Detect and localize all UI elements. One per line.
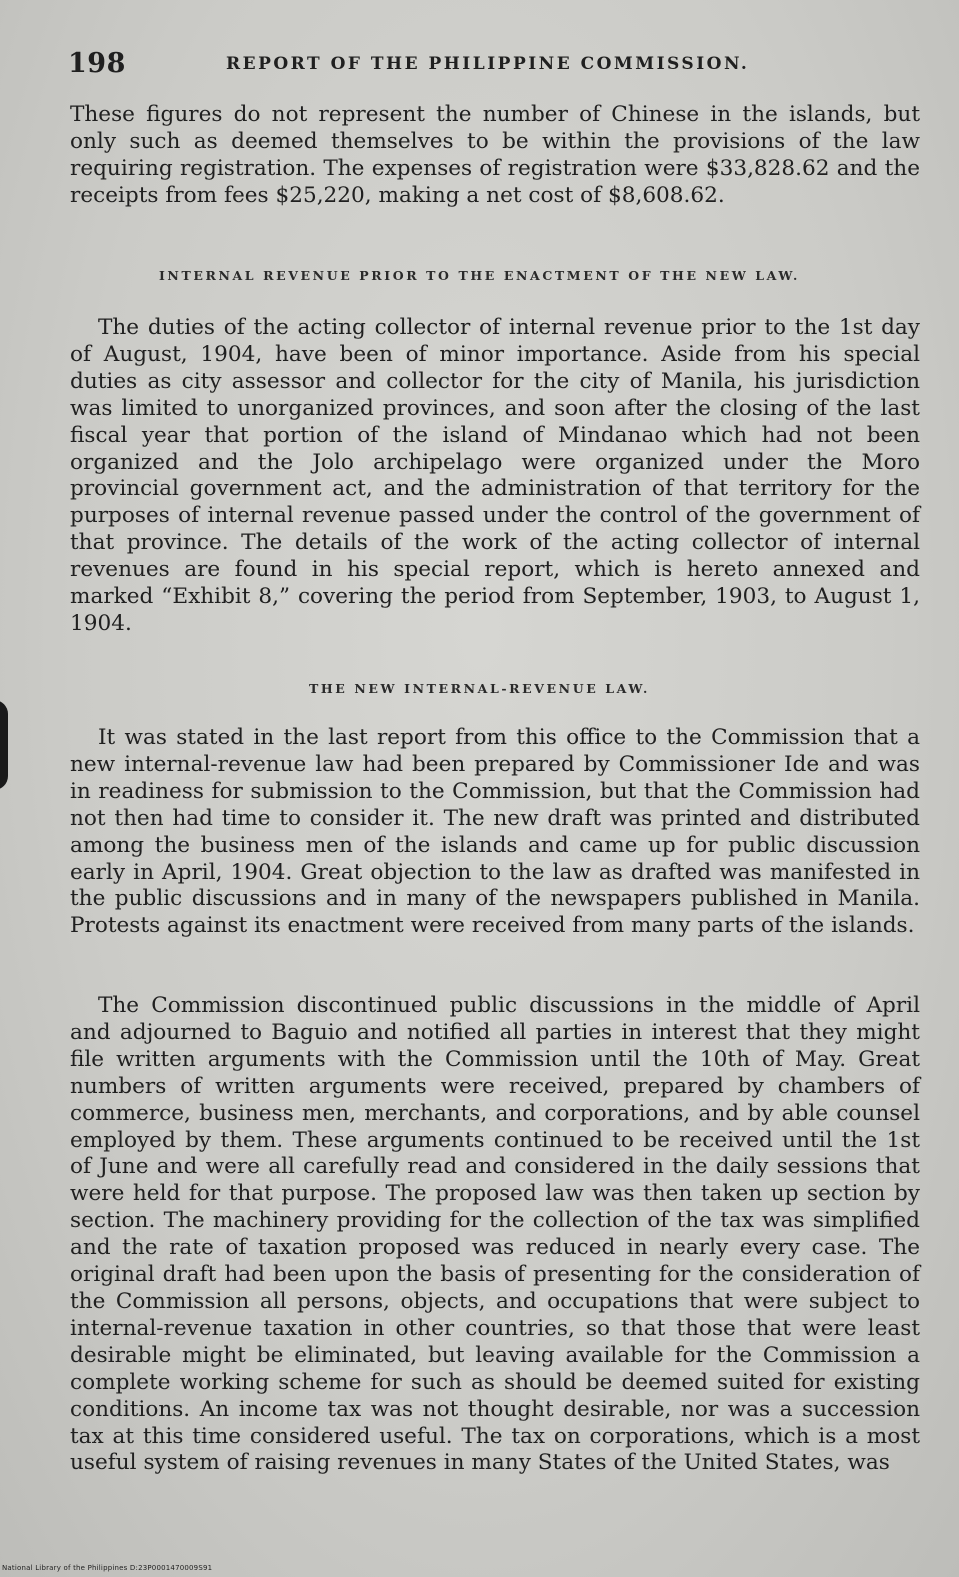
section-heading-internal-revenue-prior: INTERNAL REVENUE PRIOR TO THE ENACTMENT OF THE NEW LAW. bbox=[158, 268, 800, 283]
page-number: 198 bbox=[68, 48, 126, 79]
paragraph-commission-discussions: The Commission discontinued public discussions in the middle of April and adjourned to Baguio and notified all parties in interest that they might file written arguments with the Commission until the 10th of May. Great numbers of written arguments were received, prepared by chambers of commerce, business men, merchants, and corporations, and by able counsel employed by them. These arguments continued to be received until the 1st of June and were all carefully read and considered in the daily sessions that were held for that purpose. The proposed law was then taken up section by section. The machinery providing for the collection of the tax was simplified and the rate of taxation proposed was reduced in nearly every case. The original draft had been upon the basis of presenting for the consideration of the Commission all persons, objects, and occupations that were subject to internal-revenue taxation in other countries, so that those that were least desirable might be eliminated, but leaving available for the Commission a complete working scheme for such as should be deemed suited for existing conditions. An income tax was not thought desirable, nor was a succession tax at this time considered useful. The tax on corporations, which is a most useful system of raising revenues in many States of the United States, was bbox=[70, 993, 920, 1476]
scan-footer: National Library of the Philippines D:23P0001470009S91 bbox=[2, 1564, 213, 1572]
running-head: REPORT OF THE PHILIPPINE COMMISSION. bbox=[226, 54, 750, 74]
section-heading-new-law: THE NEW INTERNAL-REVENUE LAW. bbox=[309, 681, 650, 696]
page-header bbox=[68, 48, 918, 88]
paragraph-chinese-registration: These figures do not represent the number of Chinese in the islands, but only such as deemed themselves to be within the provisions of the law requiring registration. The expenses of registration were $33,828.62 and the receipts from fees $25,220, making a net cost of $8,608.62. bbox=[70, 102, 920, 208]
binding-shadow bbox=[0, 700, 8, 790]
paragraph-last-report: It was stated in the last report from this office to the Commission that a new internal-revenue law had been prepared by Commissioner Ide and was in readiness for submission to the Commission, but that the Commission had not then had time to consider it. The new draft was printed and distributed among the business men of the islands and came up for public discussion early in April, 1904. Great objection to the law as drafted was manifested in the public discussions and in many of the newspapers published in Manila. Protests against its enactment were received from many parts of the islands. bbox=[70, 725, 920, 939]
paragraph-acting-collector: The duties of the acting collector of internal revenue prior to the 1st day of August, 1904, have been of minor importance. Aside from his special duties as city assessor and collector for the city of Manila, his jurisdiction was limited to unorganized provinces, and soon after the closing of the last fiscal year that portion of the island of Mindanao which had not been organized and the Jolo archipelago were organized under the Moro provincial government act, and the administration of that territory for the purposes of internal revenue passed under the control of the government of that province. The details of the work of the acting collector of internal revenues are found in his special report, which is hereto annexed and marked “Exhibit 8,” covering the period from September, 1903, to August 1, 1904. bbox=[70, 315, 920, 636]
